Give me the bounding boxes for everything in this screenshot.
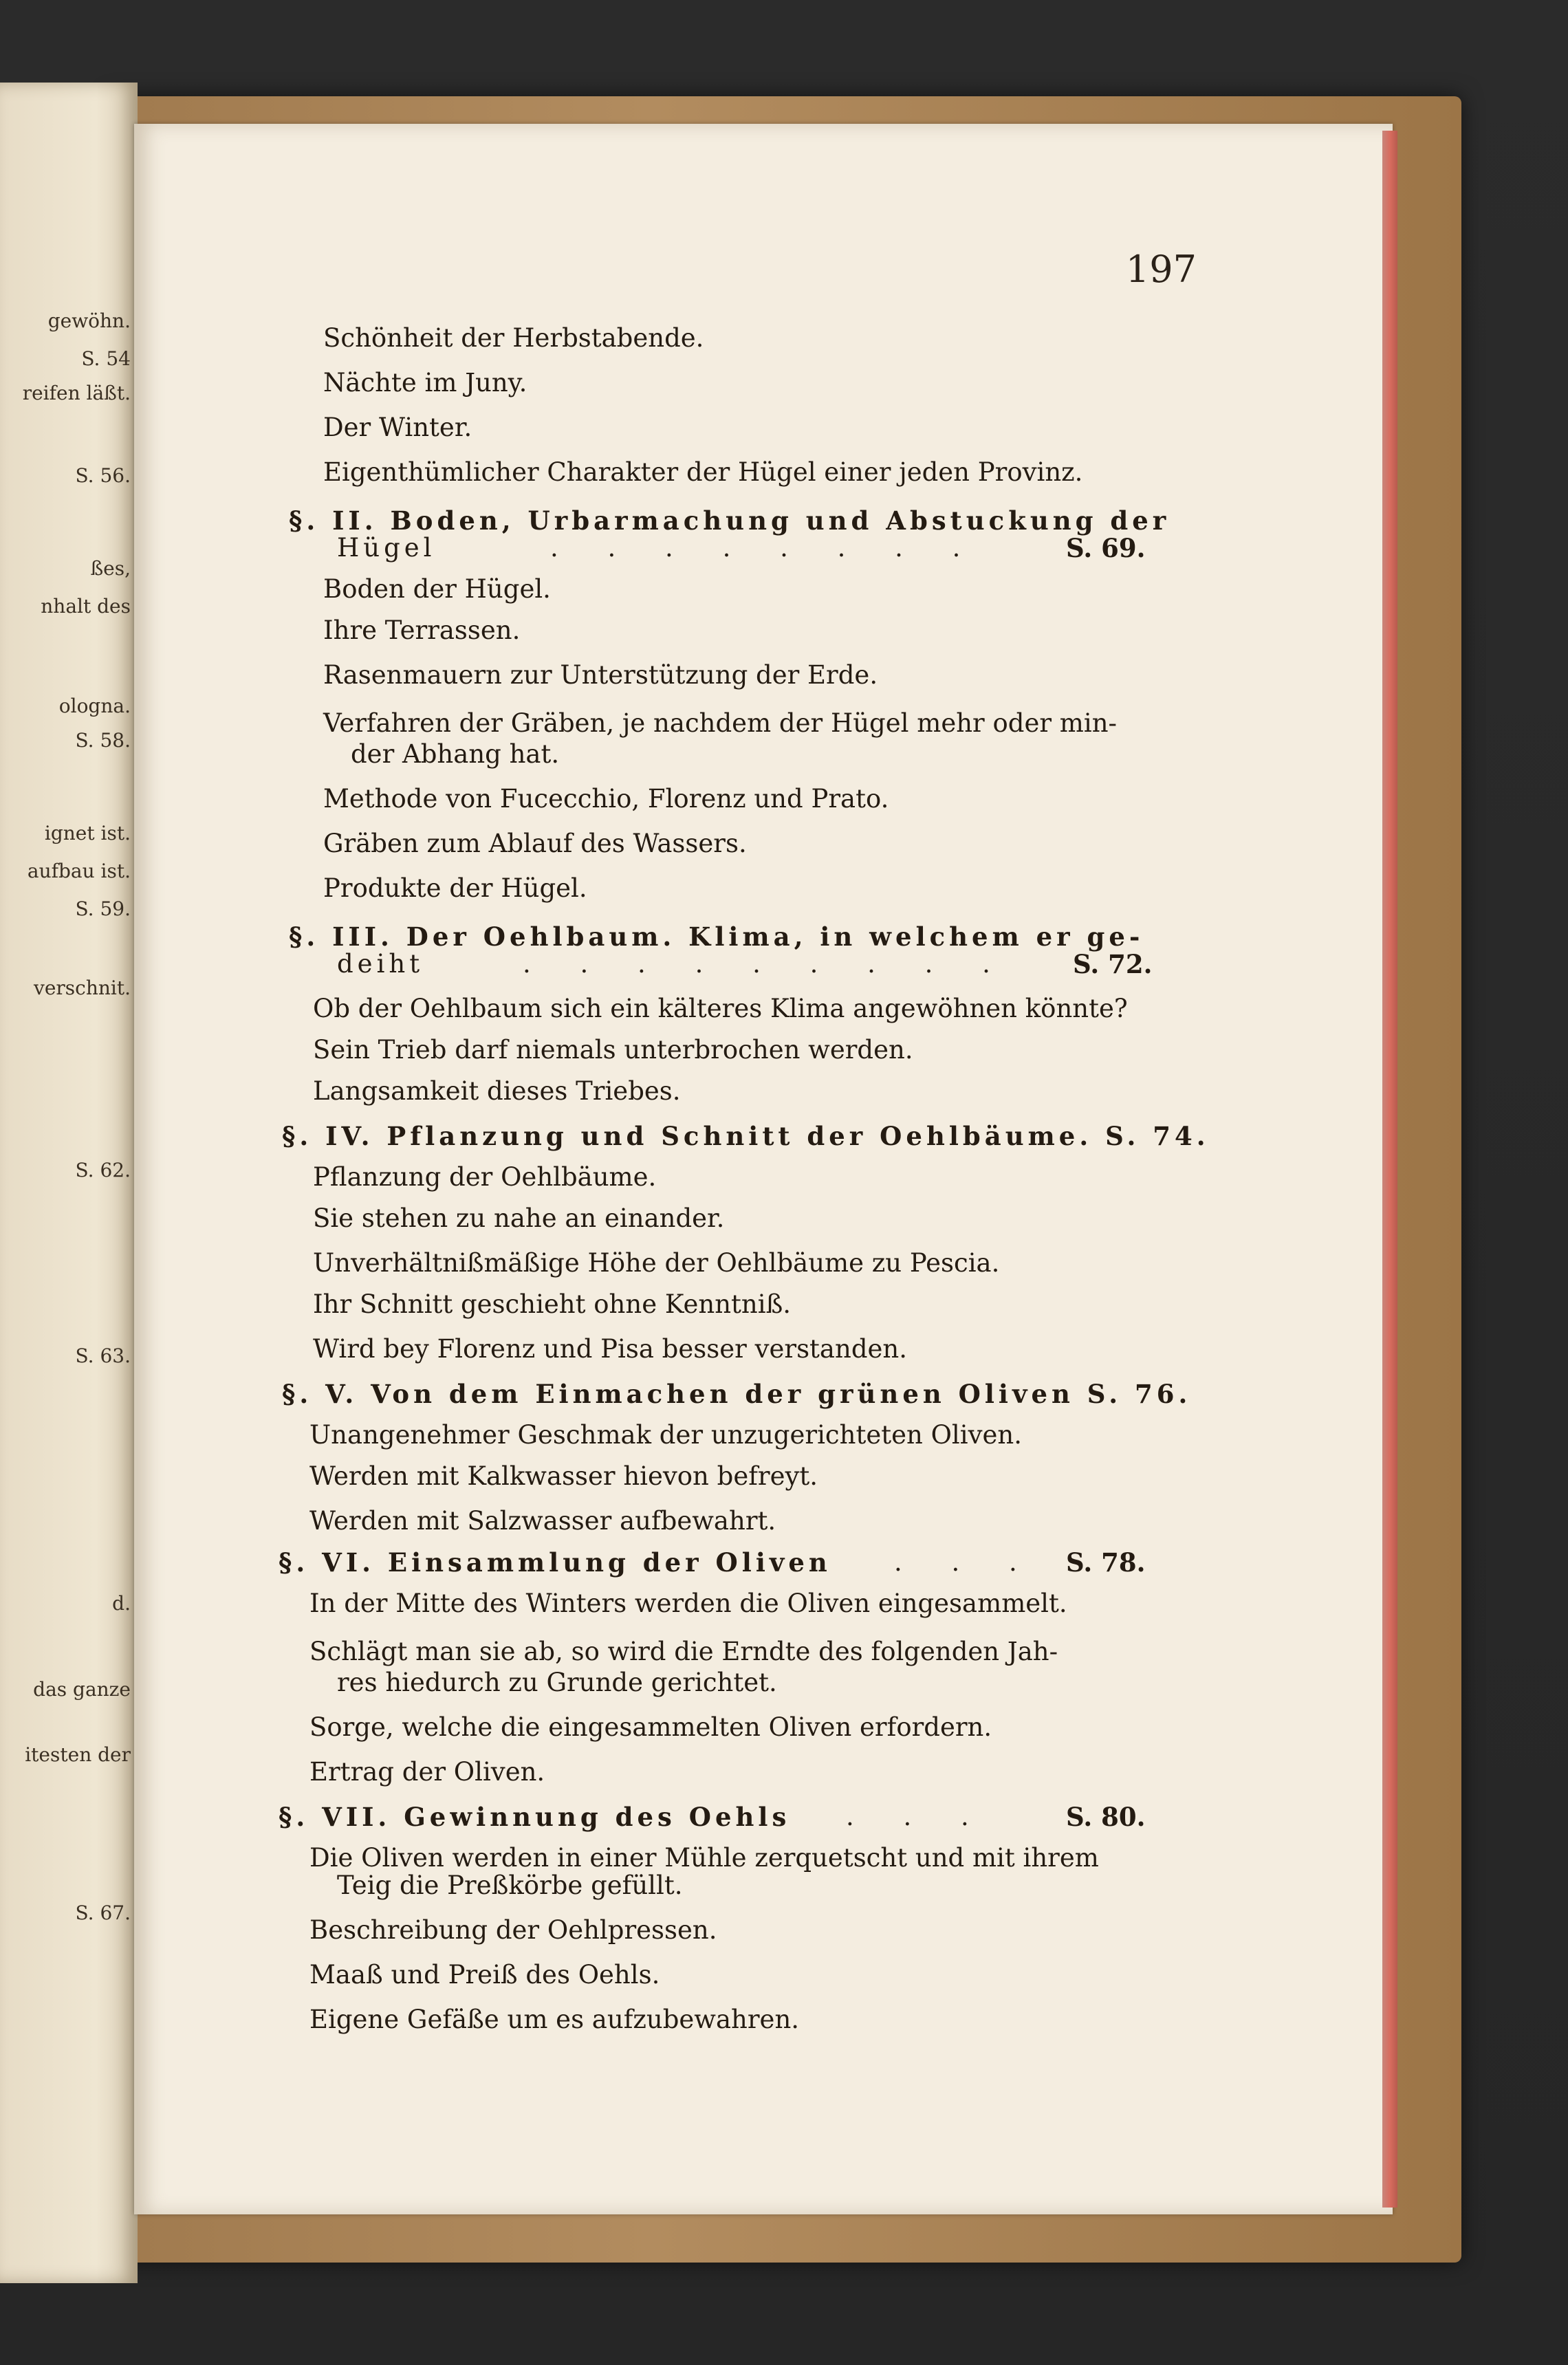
left-page-fragment: verschnit. [34, 977, 131, 999]
toc-leader-dots: . . . [894, 1547, 1038, 1577]
toc-leader-dots: . . . [846, 1802, 990, 1831]
toc-entry: Unverhältnißmäßige Höhe der Oehlbäume zu Pescia. [313, 1248, 1000, 1278]
toc-entry: Rasenmauern zur Unterstützung der Erde. [323, 660, 878, 690]
toc-entry: Verfahren der Gräben, je nachdem der Hügel mehr oder min- [323, 708, 1118, 738]
page-number: 197 [1125, 248, 1197, 291]
toc-entry: Maaß und Preiß des Oehls. [309, 1960, 660, 1990]
toc-entry: Der Winter. [323, 413, 472, 442]
toc-entry: Unangenehmer Geschmak der unzugerichteten Oliven. [309, 1420, 1022, 1450]
toc-section-heading: §. IV. Pflanzung und Schnitt der Oehlbäume. S. 74. [282, 1121, 1210, 1151]
left-page-fragment: das ganze [33, 1678, 131, 1701]
toc-entry: Nächte im Juny. [323, 368, 527, 397]
toc-entry-continuation: Teig die Preßkörbe gefüllt. [337, 1871, 683, 1900]
toc-entry: Langsamkeit dieses Triebes. [313, 1076, 681, 1106]
left-page-fragment: ignet ist. [44, 822, 131, 844]
left-page-fragment: S. 67. [75, 1901, 131, 1924]
toc-entry: Ihr Schnitt geschieht ohne Kenntniß. [313, 1289, 792, 1319]
left-page-fragment: gewöhn. [47, 309, 131, 332]
toc-section-continuation: deiht [337, 949, 424, 979]
toc-entry: Ob der Oehlbaum sich ein kälteres Klima angewöhnen könnte? [313, 994, 1128, 1023]
toc-entry: Beschreibung der Oehlpressen. [309, 1915, 717, 1945]
toc-entry: Eigene Gefäße um es aufzubewahren. [309, 2005, 800, 2034]
toc-entry-continuation: res hiedurch zu Grunde gerichtet. [337, 1668, 777, 1697]
page-edge [1382, 131, 1397, 2208]
toc-entry: Werden mit Kalkwasser hievon befreyt. [309, 1461, 818, 1491]
toc-entry: Schönheit der Herbstabende. [323, 323, 704, 353]
toc-entry: Schlägt man sie ab, so wird die Erndte des folgenden Jah- [309, 1637, 1058, 1666]
left-page-fragment: d. [112, 1592, 131, 1615]
toc-entry: Eigenthümlicher Charakter der Hügel einer jeden Provinz. [323, 457, 1083, 487]
left-page-fragment: S. 54 [81, 347, 131, 370]
toc-page-ref: S. 69. [1066, 533, 1146, 563]
toc-page-ref: S. 72. [1073, 949, 1153, 979]
toc-entry-continuation: der Abhang hat. [351, 739, 560, 769]
left-page-fragment: S. 58. [75, 729, 131, 752]
toc-section-heading: §. VI. Einsammlung der Oliven [279, 1547, 831, 1578]
toc-entry: Methode von Fucecchio, Florenz und Prato. [323, 784, 889, 814]
toc-entry: Ihre Terrassen. [323, 615, 521, 645]
toc-section-heading: §. II. Boden, Urbarmachung und Abstuckung der [289, 505, 1170, 536]
left-page-fragment: ologna. [58, 695, 131, 717]
left-page-fragment: nhalt des [41, 595, 131, 618]
toc-entry: Pflanzung der Oehlbäume. [313, 1162, 657, 1192]
toc-entry: Ertrag der Oliven. [309, 1757, 545, 1787]
toc-entry: Produkte der Hügel. [323, 873, 587, 903]
toc-section-heading: §. V. Von dem Einmachen der grünen Oliven S. 76. [282, 1379, 1192, 1409]
left-page-fragment: ßes, [90, 557, 131, 580]
left-page-fragment: S. 56. [75, 464, 131, 487]
toc-entry: Die Oliven werden in einer Mühle zerquetscht und mit ihrem [309, 1843, 1099, 1873]
toc-entry: Sein Trieb darf niemals unterbrochen werden. [313, 1035, 913, 1065]
toc-page-ref: S. 80. [1066, 1802, 1146, 1832]
left-page [0, 83, 138, 2283]
left-page-fragment: itesten der [25, 1743, 131, 1766]
toc-entry: Sorge, welche die eingesammelten Oliven erfordern. [309, 1712, 992, 1742]
toc-entry: Sie stehen zu nahe an einander. [313, 1203, 725, 1233]
toc-section-heading: §. VII. Gewinnung des Oehls [279, 1802, 791, 1832]
left-page-fragment: S. 62. [75, 1159, 131, 1181]
toc-section-heading: §. III. Der Oehlbaum. Klima, in welchem er ge- [289, 922, 1144, 952]
toc-leader-dots: . . . . . . . . [550, 533, 981, 563]
toc-entry: Werden mit Salzwasser aufbewahrt. [309, 1506, 776, 1536]
left-page-fragment: reifen läßt. [22, 382, 131, 404]
left-page-fragment: S. 59. [75, 897, 131, 920]
left-page-fragment: S. 63. [75, 1344, 131, 1367]
toc-entry: Boden der Hügel. [323, 574, 551, 604]
toc-entry: Gräben zum Ablauf des Wassers. [323, 829, 747, 858]
toc-page-ref: S. 78. [1066, 1547, 1146, 1578]
toc-section-continuation: Hügel [337, 533, 436, 563]
toc-leader-dots: . . . . . . . . . [523, 949, 1011, 979]
toc-entry: In der Mitte des Winters werden die Oliven eingesammelt. [309, 1589, 1067, 1618]
toc-entry: Wird bey Florenz und Pisa besser verstanden. [313, 1334, 907, 1364]
left-page-fragment: aufbau ist. [27, 860, 131, 882]
